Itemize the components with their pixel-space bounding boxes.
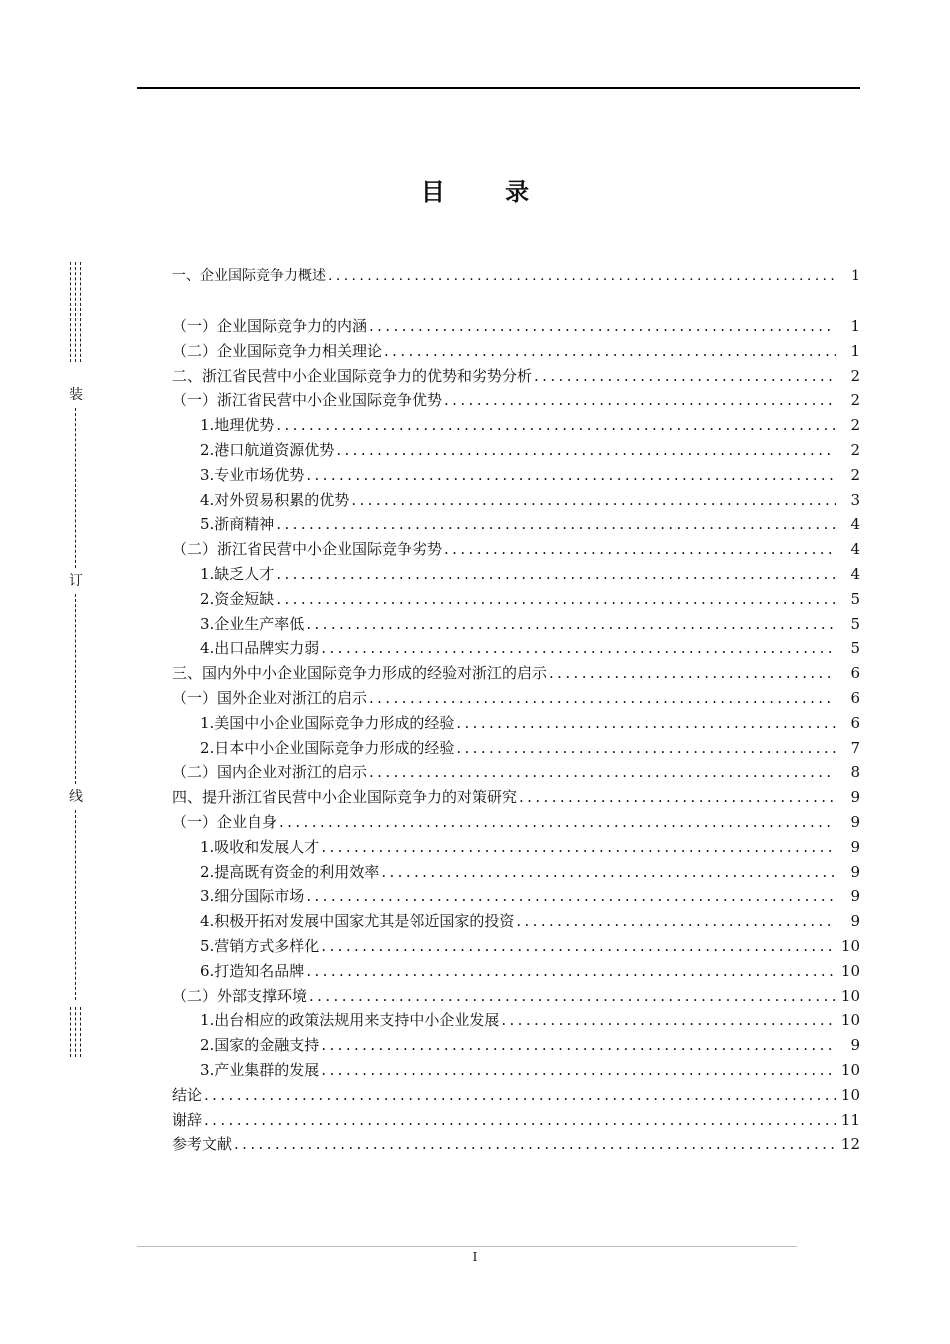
toc-entry-page: 2 xyxy=(850,366,860,385)
toc-entry-page: 11 xyxy=(840,1110,860,1129)
toc-dot-leader xyxy=(321,1058,836,1082)
toc-entry-page: 6 xyxy=(850,689,860,707)
toc-entry-page: 9 xyxy=(850,1036,860,1055)
binding-dash-line xyxy=(70,1007,71,1057)
toc-entry-label: 4.积极开拓对发展中国家尤其是邻近国家的投资 xyxy=(200,912,515,931)
binding-dash-line xyxy=(80,262,81,362)
toc-dot-leader xyxy=(276,562,836,586)
toc-entry-page: 2 xyxy=(850,441,860,459)
toc-dot-leader xyxy=(321,1033,836,1057)
toc-entry-page: 4 xyxy=(850,565,860,583)
toc-entry-page: 10 xyxy=(840,1011,860,1030)
toc-entry-label: 四、提升浙江省民营中小企业国际竞争力的对策研究 xyxy=(172,788,518,807)
toc-dot-leader xyxy=(309,984,836,1008)
toc-entry[interactable] xyxy=(200,587,860,611)
toc-entry-page: 10 xyxy=(840,961,860,980)
toc-entry[interactable] xyxy=(200,488,860,512)
toc-entry[interactable] xyxy=(200,463,860,487)
toc-entry-label: 5.营销方式多样化 xyxy=(200,937,320,955)
toc-entry-page: 2 xyxy=(850,391,860,410)
toc-dot-leader xyxy=(306,884,836,908)
toc-dot-leader xyxy=(534,364,836,388)
toc-entry-page: 2 xyxy=(850,416,860,435)
toc-entry[interactable] xyxy=(172,364,860,388)
page-number: I xyxy=(472,1250,478,1264)
header-rule xyxy=(137,87,860,89)
toc-dot-leader xyxy=(336,438,836,462)
toc-dot-leader xyxy=(321,636,836,660)
toc-dot-leader xyxy=(276,587,836,611)
toc-entry-label: （一）企业自身 xyxy=(172,813,278,831)
toc-entry-label: 3.产业集群的发展 xyxy=(200,1061,320,1079)
toc-dot-leader xyxy=(519,785,836,809)
binding-char-xian: 线 xyxy=(69,789,83,805)
toc-entry-page: 9 xyxy=(850,912,860,931)
toc-dot-leader xyxy=(369,314,836,338)
toc-dot-leader xyxy=(444,388,836,412)
toc-entry-label: 2.港口航道资源优势 xyxy=(200,441,335,459)
toc-entry-page: 9 xyxy=(850,813,860,831)
toc-entry-label: 6.打造知名品牌 xyxy=(200,961,305,980)
toc-dot-leader xyxy=(351,488,836,512)
toc-entry-label: 3.企业生产率低 xyxy=(200,614,305,633)
toc-dot-leader xyxy=(369,686,836,710)
toc-entry-label: 3.专业市场优势 xyxy=(200,465,305,484)
binding-margin xyxy=(60,262,92,1062)
toc-entry[interactable] xyxy=(172,760,860,784)
toc-dot-leader xyxy=(456,711,836,735)
toc-entry-label: （二）浙江省民营中小企业国际竞争劣势 xyxy=(172,540,443,559)
toc-entry[interactable] xyxy=(200,1058,860,1082)
toc-entry-label: 1.美国中小企业国际竞争力形成的经验 xyxy=(200,713,455,732)
toc-entry-label: 2.日本中小企业国际竞争力形成的经验 xyxy=(200,738,455,757)
binding-dash-line xyxy=(70,262,71,362)
toc-entry[interactable] xyxy=(172,661,860,685)
toc-entry-label: 1.地理优势 xyxy=(200,416,275,435)
toc-dot-leader xyxy=(204,1083,836,1107)
toc-entry-page: 5 xyxy=(850,614,860,633)
toc-entry-label: 2.资金短缺 xyxy=(200,589,275,608)
toc-entry[interactable] xyxy=(172,264,860,288)
toc-entry[interactable] xyxy=(200,562,860,586)
toc-entry[interactable] xyxy=(200,636,860,660)
page-title: 目 录 xyxy=(420,177,556,206)
toc-entry-label: 4.对外贸易积累的优势 xyxy=(200,490,350,509)
toc-entry-page: 9 xyxy=(850,887,860,906)
toc-entry-label: （二）企业国际竞争力相关理论 xyxy=(172,341,383,360)
toc-entry[interactable] xyxy=(172,686,860,710)
toc-entry[interactable] xyxy=(172,388,860,412)
toc-entry-page: 5 xyxy=(850,639,860,658)
toc-entry-page: 10 xyxy=(840,986,860,1005)
toc-entry[interactable] xyxy=(200,413,860,437)
toc-entry-page: 2 xyxy=(850,465,860,484)
toc-entry-page: 12 xyxy=(840,1135,860,1154)
toc-dot-leader xyxy=(501,1008,836,1032)
toc-entry-label: （二）外部支撑环境 xyxy=(172,986,308,1005)
toc-entry[interactable] xyxy=(172,984,860,1008)
toc-entry[interactable] xyxy=(200,909,860,933)
toc-entry[interactable] xyxy=(200,884,860,908)
toc-entry-page: 5 xyxy=(850,589,860,608)
toc-entry[interactable] xyxy=(172,537,860,561)
toc-entry-page: 9 xyxy=(850,788,860,807)
toc-dot-leader xyxy=(444,537,836,561)
toc-entry-label: 一、企业国际竞争力概述 xyxy=(172,268,326,284)
toc-entry[interactable] xyxy=(172,1083,860,1107)
toc-entry[interactable] xyxy=(172,785,860,809)
binding-dash-line xyxy=(75,1007,76,1057)
binding-char-zhuang: 装 xyxy=(69,387,83,403)
toc-entry-page: 4 xyxy=(850,540,860,559)
toc-dot-leader xyxy=(549,661,836,685)
toc-entry-label: 4.出口品牌实力弱 xyxy=(200,639,320,658)
toc-entry-page: 3 xyxy=(850,490,860,509)
toc-entry-page: 6 xyxy=(850,664,860,683)
toc-dot-leader xyxy=(204,1108,836,1132)
toc-entry[interactable] xyxy=(200,1033,860,1057)
toc-dot-leader xyxy=(306,959,836,983)
toc-dot-leader xyxy=(381,860,836,884)
toc-dot-leader xyxy=(276,413,836,437)
toc-entry-label: （一）浙江省民营中小企业国际竞争优势 xyxy=(172,391,443,410)
toc-dot-leader xyxy=(516,909,836,933)
toc-entry-label: 2.国家的金融支持 xyxy=(200,1036,320,1055)
binding-dash-line xyxy=(75,594,76,784)
toc-entry-page: 1 xyxy=(850,341,860,360)
toc-entry-label: 1.出台相应的政策法规用来支持中小企业发展 xyxy=(200,1011,500,1030)
toc-entry-page: 8 xyxy=(850,763,860,782)
footer-rule xyxy=(137,1246,797,1247)
binding-dash-line xyxy=(80,1007,81,1057)
toc-entry-label: 1.吸收和发展人才 xyxy=(200,837,320,856)
toc-entry[interactable] xyxy=(172,1132,860,1156)
toc-entry[interactable] xyxy=(172,810,860,834)
toc-entry-label: 5.浙商精神 xyxy=(200,515,275,534)
toc-entry-page: 1 xyxy=(851,268,860,284)
toc-entry-label: 结论 xyxy=(172,1085,203,1104)
toc-entry-label: 参考文献 xyxy=(172,1135,233,1154)
toc-entry-page: 6 xyxy=(850,713,860,732)
toc-dot-leader xyxy=(276,512,836,536)
toc-entry-label: 3.细分国际市场 xyxy=(200,887,305,906)
toc-entry[interactable] xyxy=(200,512,860,536)
binding-char-ding: 订 xyxy=(69,573,83,589)
toc-entry[interactable] xyxy=(172,1108,860,1132)
toc-entry-page: 7 xyxy=(850,738,860,757)
toc-entry[interactable] xyxy=(200,438,860,462)
toc-entry-label: （二）国内企业对浙江的启示 xyxy=(172,763,368,782)
toc-entry-page: 9 xyxy=(850,837,860,856)
toc-entry-label: （一）企业国际竞争力的内涵 xyxy=(172,317,368,335)
toc-entry[interactable] xyxy=(200,1008,860,1032)
toc-dot-leader xyxy=(384,339,836,363)
toc-dot-leader xyxy=(456,736,836,760)
toc-entry-page: 1 xyxy=(850,317,860,335)
toc-entry[interactable] xyxy=(200,612,860,636)
toc-entry-page: 9 xyxy=(850,862,860,881)
toc-entry[interactable] xyxy=(172,314,860,338)
toc-entry-label: 三、国内外中小企业国际竞争力形成的经验对浙江的启示 xyxy=(172,664,548,683)
toc-entry-label: 1.缺乏人才 xyxy=(200,565,275,583)
toc-dot-leader xyxy=(321,835,836,859)
toc-dot-leader xyxy=(321,934,836,958)
toc-entry-page: 4 xyxy=(850,515,860,534)
binding-dash-line xyxy=(75,262,76,362)
toc-dot-leader xyxy=(234,1132,836,1156)
toc-entry-page: 10 xyxy=(840,1085,860,1104)
binding-dash-line xyxy=(75,408,76,568)
toc-dot-leader xyxy=(279,810,836,834)
toc-entry[interactable] xyxy=(200,736,860,760)
toc-entry[interactable] xyxy=(200,934,860,958)
toc-dot-leader xyxy=(306,463,836,487)
toc-entry-label: （一）国外企业对浙江的启示 xyxy=(172,689,368,707)
toc-entry-page: 10 xyxy=(840,1061,860,1079)
toc-dot-leader xyxy=(369,760,836,784)
toc-dot-leader xyxy=(306,612,836,636)
toc-entry-label: 2.提高既有资金的利用效率 xyxy=(200,862,380,881)
toc-entry[interactable] xyxy=(200,959,860,983)
binding-dash-line xyxy=(75,810,76,1000)
toc-entry-label: 二、浙江省民营中小企业国际竞争力的优势和劣势分析 xyxy=(172,366,533,385)
toc-entry[interactable] xyxy=(200,860,860,884)
toc-entry-label: 谢辞 xyxy=(172,1110,203,1129)
toc-entry[interactable] xyxy=(200,711,860,735)
toc-entry[interactable] xyxy=(172,339,860,363)
toc-entry[interactable] xyxy=(200,835,860,859)
toc-dot-leader xyxy=(328,264,836,288)
toc-entry-page: 10 xyxy=(840,937,860,955)
